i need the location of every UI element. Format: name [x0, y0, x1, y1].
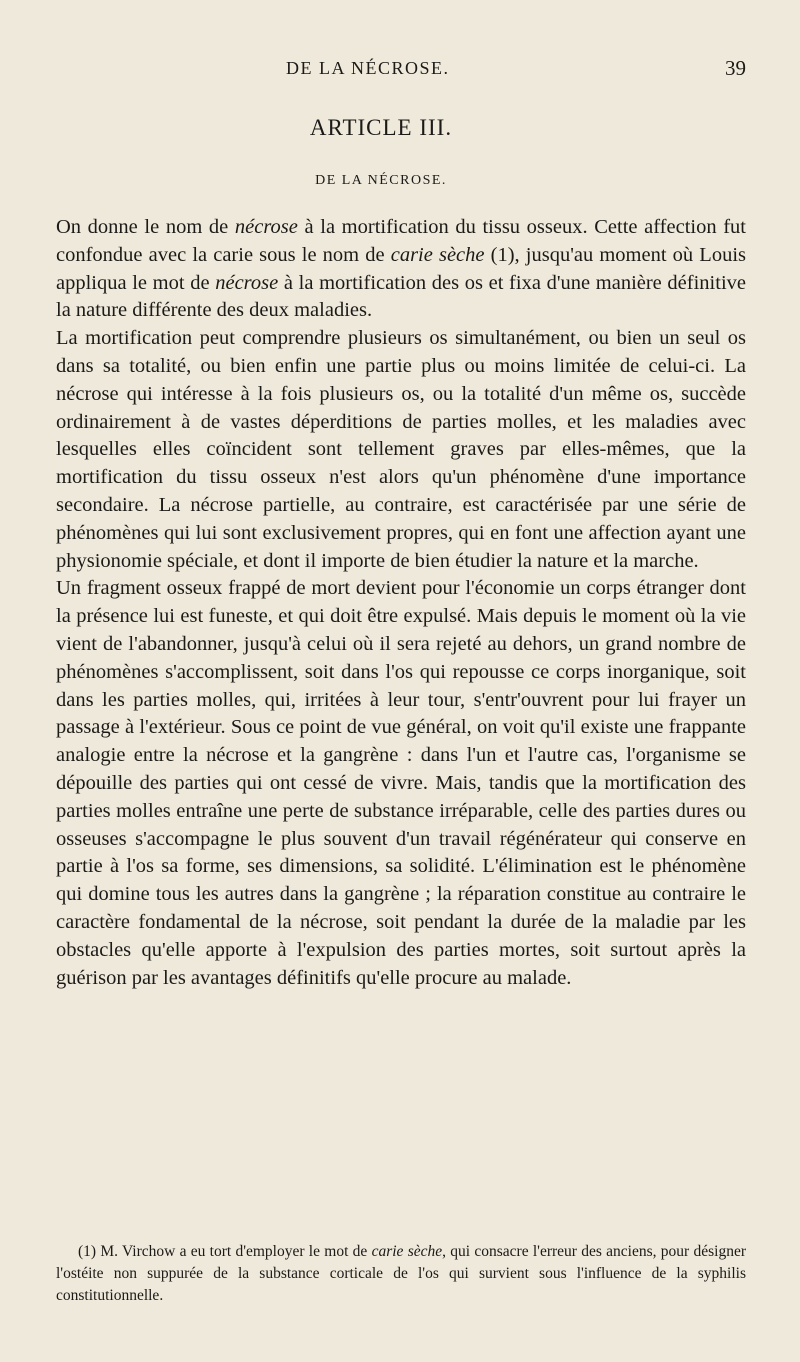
paragraph-1-text-d: à la mortification des os et fixa d'une manière définitive la nature différente des deux maladies. — [56, 271, 746, 322]
paragraph-3: Un fragment osseux frappé de mort devient pour l'économie un corps étranger dont la présence lui est funeste, et qui doit être expulsé. Mais depuis le moment où la vie vient de l'abandonner, jusqu'à celui où il sera rejeté au dehors, un grand nombre de phénomènes s'accomplissent, soit dans l'os qui repousse ce corps inorganique, soit dans les parties molles, qui, irritées à leur tour, s'entr'ouvrent pour lui frayer un passage à l'extérieur. Sous ce point de vue général, on voit qu'il existe une frappante analogie entre la nécrose et la gangrène : dans l'un et l'autre cas, l'organisme se dépouille des parties qui ont cessé de vivre. Mais, tandis que la mortification des parties molles entraîne une perte de substance irréparable, celle des parties dures ou osseuses s'accompagne le plus souvent d'un travail régénérateur qui conserve en partie à l'os sa forme, ses dimensions, sa solidité. L'élimination est le phénomène qui domine tous les autres dans la gangrène ; la réparation constitue au contraire le caractère fondamental de la nécrose, soit pendant la durée de la maladie par les obstacles qu'elle apporte à l'expulsion des parties mortes, soit surtout après la guérison par les avantages définitifs qu'elle procure au malade. — [56, 577, 746, 989]
footnote — [56, 1241, 746, 1307]
footnote-text-a: (1) M. Virchow a eu tort d'employer le mot de — [78, 1243, 372, 1260]
paragraph-1-text-a: On donne le nom de — [56, 216, 235, 238]
article-subheading: DE LA NÉCROSE. — [315, 173, 447, 188]
running-title: DE LA NÉCROSE. — [286, 58, 450, 78]
paragraph-1-emphasis-c: nécrose — [215, 271, 279, 294]
footnote-text — [56, 1241, 746, 1307]
footnote-text-b: , qui consacre l'erreur des anciens, pour désigner l'ostéite non suppurée de la substance corticale de l'os qui survient sous l'influence de la syphilis constitutionnelle. — [56, 1243, 746, 1304]
paragraph-1-emphasis-b: carie sèche — [390, 243, 485, 266]
paragraph-1-text-b: à la mortification du tissu osseux. Cette affection fut confondue avec la carie sous le nom de — [56, 216, 746, 266]
running-head — [56, 58, 756, 82]
paragraph-1-emphasis-a: nécrose — [234, 216, 298, 238]
page-number: 39 — [725, 56, 746, 80]
footnote-emphasis: carie sèche — [371, 1243, 443, 1260]
paragraph-1-text-c: (1), jusqu'au moment où Louis appliqua le mot de — [56, 243, 746, 294]
paragraph-1 — [56, 214, 746, 325]
body-text — [56, 214, 746, 992]
paragraph-2: La mortification peut comprendre plusieurs os simultanément, ou bien un seul os dans sa totalité, ou bien enfin une partie plus ou moins limitée de celui-ci. La nécrose qui intéresse à la fois plusieurs os, ou la totalité d'un même os, succède ordinairement à de vastes déperditions de parties molles, et les maladies avec lesquelles elles coïncident sont tellement graves par elles-mêmes, que la mortification du tissu osseux n'est alors qu'un phénomène d'une importance secondaire. La nécrose partielle, au contraire, est caractérisée par une série de phénomènes qui lui sont exclusivement propres, qui en font une affection ayant une physionomie spéciale, et dont il importe de bien étudier la nature et la marche. — [56, 327, 746, 572]
article-heading: ARTICLE III. — [309, 115, 453, 140]
